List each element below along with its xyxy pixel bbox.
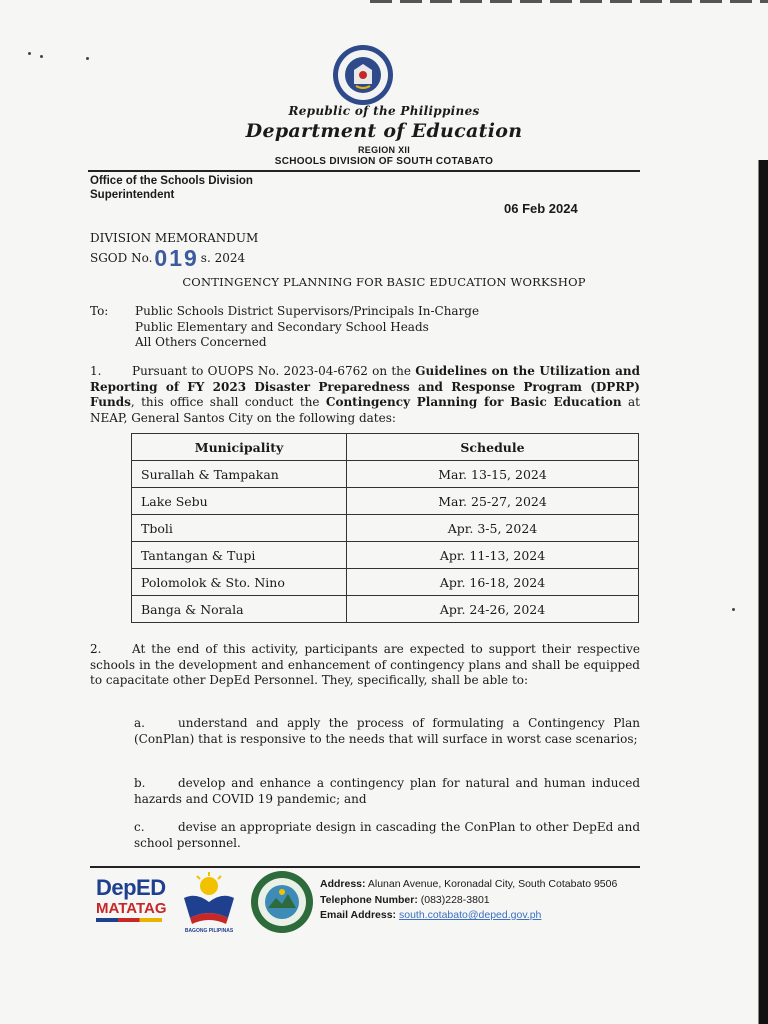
phone-line — [320, 893, 617, 909]
municipality-cell: Surallah & Tampakan — [132, 461, 347, 488]
address-line — [320, 877, 617, 893]
objective-text: devise an appropriate design in cascading the ConPlan to other DepEd and school personnel. — [134, 820, 640, 850]
table-row — [132, 488, 639, 515]
objective-item — [134, 820, 640, 851]
schedule-cell: Mar. 13-15, 2024 — [347, 461, 639, 488]
paragraph-text: Pursuant to OUOPS No. 2023-04-6762 on the — [132, 364, 416, 378]
schedule-cell: Apr. 16-18, 2024 — [347, 569, 639, 596]
matatag-logo-text: MATATAG — [96, 900, 167, 917]
schedule-cell: Apr. 24-26, 2024 — [347, 596, 639, 623]
schedule-table — [131, 433, 639, 623]
memo-date: 06 Feb 2024 — [504, 201, 578, 216]
scan-artifact-top — [370, 0, 768, 3]
objective-letter: c. — [134, 820, 145, 834]
paragraph-text: at NEAP, General Santos City on the following dates: — [90, 395, 641, 425]
paragraph-text: At the end of this activity, participants are expected to support their respective schools in the development and enhancement of contingency plans and shall be equipped to capacitate other DepEd Personnel. They, specifically, shall be able to: — [90, 642, 640, 687]
memo-number: 019 — [154, 245, 199, 271]
scan-artifact-edge — [752, 160, 768, 1024]
address-label: Address: — [320, 878, 366, 890]
deped-matatag-logo — [96, 876, 166, 930]
activity-title: Contingency Planning for Basic Education — [325, 395, 622, 409]
phone-label: Telephone Number: — [320, 893, 418, 906]
division-heading: SCHOOLS DIVISION OF SOUTH COTABATO — [274, 156, 494, 167]
schedule-cell: Apr. 11-13, 2024 — [347, 542, 639, 569]
paragraph-1 — [90, 364, 640, 426]
paragraph-2 — [90, 642, 640, 689]
table-row — [132, 515, 639, 542]
office-line-1: Office of the Schools Division — [90, 175, 253, 187]
recipient: Public Elementary and Secondary School Heads — [135, 319, 429, 334]
deped-logo-text: DepED — [96, 875, 166, 900]
objective-text: understand and apply the process of formulating a Contingency Plan (ConPlan) that is responsive to the needs that will surface in worst case scenarios; — [134, 716, 640, 746]
schedule-cell: Apr. 3-5, 2024 — [347, 515, 639, 542]
email-label: Email Address: — [320, 909, 397, 921]
header-divider — [88, 170, 640, 172]
recipient: Public Schools District Supervisors/Principals In-Charge — [135, 304, 480, 318]
municipality-cell: Lake Sebu — [132, 488, 347, 515]
memo-reference — [90, 230, 259, 271]
memo-subject: CONTINGENCY PLANNING FOR BASIC EDUCATION WORKSHOP — [182, 275, 586, 289]
recipient: All Others Concerned — [135, 335, 267, 349]
table-row — [132, 596, 639, 623]
memo-number-row — [90, 245, 258, 271]
column-header: Municipality — [132, 434, 347, 461]
contact-info — [320, 877, 617, 924]
republic-heading: Republic of the Philippines — [288, 104, 480, 118]
department-heading: Department of Education — [245, 120, 523, 142]
guidelines-title: Guidelines on the Utilization and Reporting of FY 2023 Disaster Preparedness and Response Program (DPRP) Funds — [90, 364, 641, 409]
municipality-cell: Banga & Norala — [132, 596, 347, 623]
deped-seal-icon — [332, 44, 394, 106]
bp-logo-text: BAGONG PILIPINAS — [184, 928, 234, 934]
email-line — [320, 908, 617, 924]
region-heading: REGION XII — [357, 145, 410, 155]
sdo-seal-icon — [250, 870, 314, 934]
table-row — [132, 542, 639, 569]
recipient-list — [135, 304, 479, 351]
municipality-cell: Tantangan & Tupi — [132, 542, 347, 569]
memo-type: DIVISION MEMORANDUM — [90, 231, 259, 245]
objective-item — [134, 716, 640, 747]
objective-letter: b. — [134, 776, 146, 790]
footer-divider — [90, 866, 640, 868]
table-header-row — [132, 434, 639, 461]
logo-color-bar — [96, 918, 162, 922]
memo-prefix: SGOD No. — [90, 251, 153, 265]
objective-item — [134, 776, 640, 807]
paragraph-number: 2. — [90, 642, 102, 656]
office-name — [90, 174, 290, 202]
column-header: Schedule — [347, 434, 639, 461]
email-link[interactable]: south.cotabato@deped.gov.ph — [398, 909, 542, 921]
municipality-cell: Tboli — [132, 515, 347, 542]
objective-letter: a. — [134, 716, 145, 730]
office-line-2: Superintendent — [90, 189, 175, 201]
municipality-cell: Polomolok & Sto. Nino — [132, 569, 347, 596]
paragraph-number: 1. — [90, 364, 102, 378]
bagong-pilipinas-logo-icon — [176, 872, 242, 934]
schedule-cell: Mar. 25-27, 2024 — [347, 488, 639, 515]
phone-value: (083)228-3801 — [420, 893, 490, 906]
objective-text: develop and enhance a contingency plan for natural and human induced hazards and COVID 19 pandemic; and — [134, 776, 640, 806]
to-label: To: — [90, 304, 109, 318]
table-row — [132, 569, 639, 596]
paragraph-text: , this office shall conduct the — [130, 395, 326, 409]
table-row — [132, 461, 639, 488]
memo-year: s. 2024 — [200, 251, 246, 265]
address-value: Alunan Avenue, Koronadal City, South Cotabato 9506 — [367, 878, 618, 890]
